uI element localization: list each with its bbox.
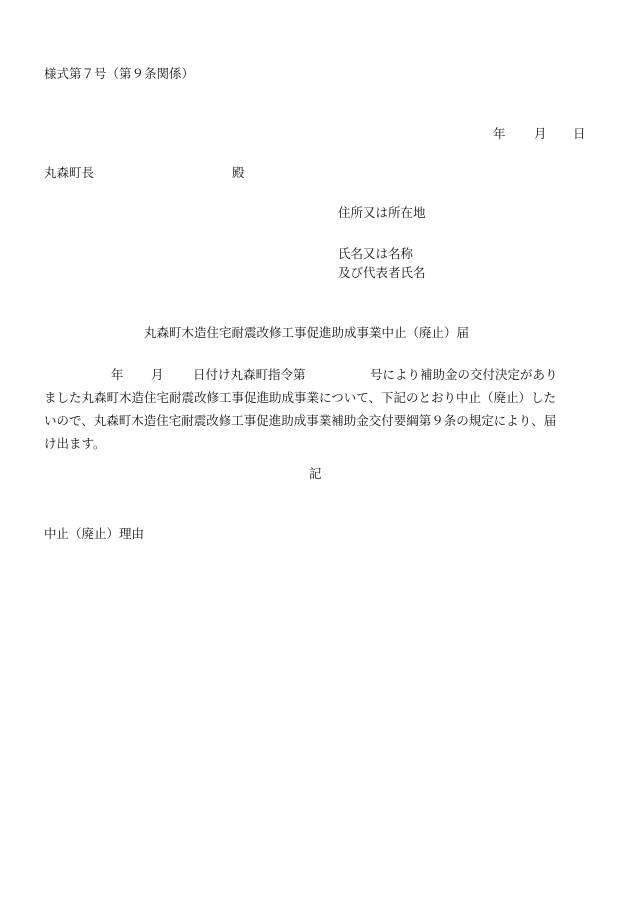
date-day-label: 日 [573,126,586,141]
applicant-representative-label: 及び代表者氏名 [338,265,426,280]
body-line-1 [44,363,589,386]
addressee-name: 丸森町長 [44,165,95,180]
form-number: 様式第７号（第９条関係） [44,66,195,81]
date-year-label: 年 [493,126,506,141]
body-paragraph [44,363,589,455]
ki-heading: 記 [309,466,322,481]
date-month-label: 月 [534,126,547,141]
body-year-label: 年 [111,367,124,382]
body-line-3: いので、丸森町木造住宅耐震改修工事促進助成事業補助金交付要綱第９条の規定により、届 [44,413,557,428]
body-line-2: ました丸森町木造住宅耐震改修工事促進助成事業について、下記のとおり中止（廃止）した [44,390,557,405]
body-order-suffix: 号により補助金の交付決定があり [370,367,558,382]
body-month-label: 月 [151,367,164,382]
applicant-address-label: 住所又は所在地 [338,205,426,220]
body-line-4: け出ます。 [44,436,106,451]
reason-label: 中止（廃止）理由 [44,526,145,541]
applicant-name-label: 氏名又は名称 [338,246,414,261]
document-title: 丸森町木造住宅耐震改修工事促進助成事業中止（廃止）届 [144,325,470,340]
body-order-prefix: 日付け丸森町指令第 [193,367,306,382]
addressee-honorific: 殿 [232,165,245,180]
